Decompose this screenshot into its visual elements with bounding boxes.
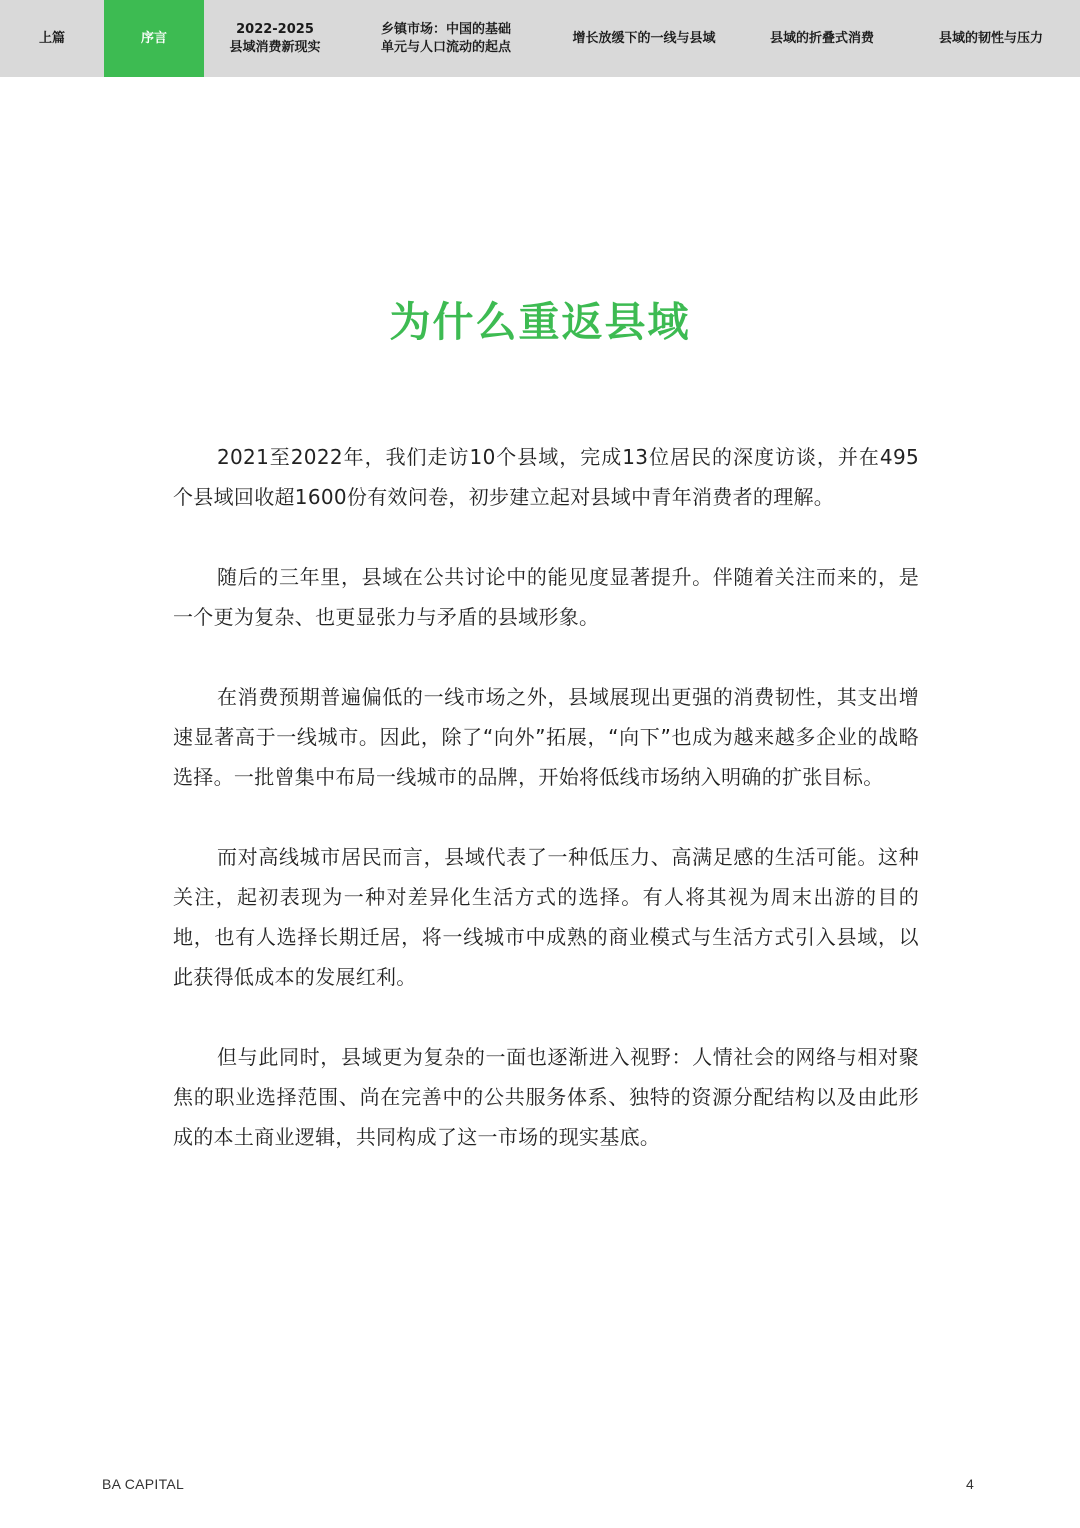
top-navigation	[0, 0, 1080, 77]
nav-tab-label: 增长放缓下的一线与县域	[572, 30, 716, 46]
body-text	[173, 437, 919, 1197]
nav-tab-part-one[interactable]	[0, 0, 104, 77]
paragraph-1: 2021至2022年，我们走访10个县域，完成13位居民的深度访谈，并在495个县域回收超1600份有效问卷，初步建立起对县域中青年消费者的理解。	[173, 445, 919, 509]
nav-tab-label: 县域的韧性与压力	[938, 30, 1043, 46]
paragraph-3: 在消费预期普遍偏低的一线市场之外，县域展现出更强的消费韧性，其支出增速显著高于一线城市。因此，除了“向外”拓展，“向下”也成为越来越多企业的战略选择。一批曾集中布局一线城市的品牌，开始将低线市场纳入明确的扩张目标。	[173, 685, 919, 789]
nav-tab-resilience-and-pressure[interactable]	[902, 0, 1080, 77]
nav-tab-label: 县域的折叠式消费	[769, 30, 874, 46]
nav-tab-label-line2: 单元与人口流动的起点	[380, 39, 511, 55]
page-number: 4	[966, 1476, 974, 1492]
nav-tab-label-line1: 2022-2025	[236, 21, 314, 37]
nav-tab-preface[interactable]	[104, 0, 204, 77]
nav-tab-township-market[interactable]	[346, 0, 546, 77]
paragraph-4: 而对高线城市居民而言，县域代表了一种低压力、高满足感的生活可能。这种关注，起初表现为一种对差异化生活方式的选择。有人将其视为周末出游的目的地，也有人选择长期迁居，将一线城市中成熟的商业模式与生活方式引入县域，以此获得低成本的发展红利。	[173, 845, 919, 989]
nav-tab-label-line2: 县域消费新现实	[229, 39, 321, 55]
nav-tab-label: 上篇	[38, 30, 65, 46]
nav-tab-county-consumption-reality[interactable]	[204, 0, 346, 77]
nav-tab-label: 序言	[140, 30, 167, 46]
nav-tab-folded-consumption[interactable]	[742, 0, 902, 77]
nav-tab-label-line1: 乡镇市场：中国的基础	[380, 21, 511, 37]
paragraph-5: 但与此同时，县域更为复杂的一面也逐渐进入视野：人情社会的网络与相对聚焦的职业选择范围、尚在完善中的公共服务体系、独特的资源分配结构以及由此形成的本土商业逻辑，共同构成了这一市场的现实基底。	[173, 1045, 919, 1149]
footer-brand: BA CAPITAL	[102, 1476, 185, 1492]
nav-tab-slowing-growth[interactable]	[546, 0, 742, 77]
paragraph-2: 随后的三年里，县域在公共讨论中的能见度显著提升。伴随着关注而来的，是一个更为复杂、也更显张力与矛盾的县域形象。	[173, 565, 919, 629]
page-title: 为什么重返县域	[389, 298, 691, 346]
